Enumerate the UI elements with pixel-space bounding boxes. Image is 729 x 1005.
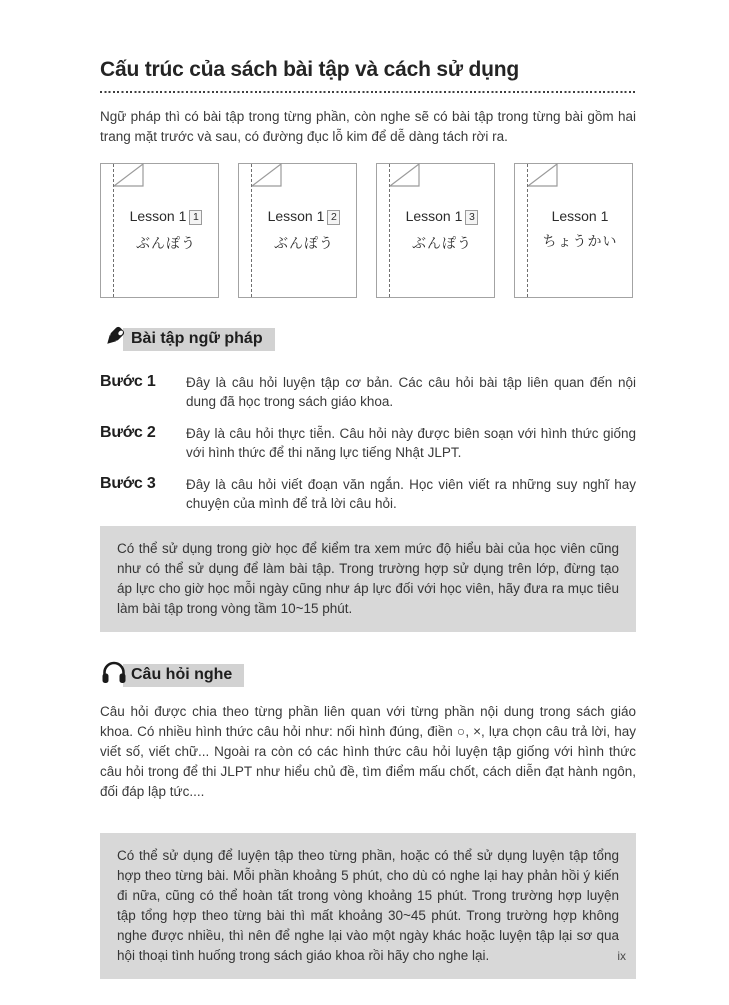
step-row [100,424,636,462]
section-number-badge: 1 [189,210,202,225]
headphones-icon [100,659,128,692]
dotted-divider [100,90,636,93]
lesson-sheet-card [376,163,495,298]
lesson-subject-jp: ぶんぽう [136,235,196,251]
listening-paragraph: Câu hỏi được chia theo từng phần liên quan với từng phần nội dung trong sách giáo khoa. Có nhiều hình thức câu hỏi như: nối hình đúng, điền ○, ×, lựa chọn câu trả lời, hay viết số, viết chữ... Ngoài ra còn có các hình thức câu hỏi luyện tập giống với hình thức câu hỏi trong để thi JLPT như hiểu chủ đề, tìm điểm mấu chốt, cách diễn đạt hành ngôn, đối đáp lập tức.... [100,704,636,799]
lesson-label: Lesson 1 [405,208,463,224]
section-number-badge: 3 [465,210,478,225]
lesson-sheet-card [514,163,633,298]
listening-section-heading [100,659,636,692]
step-row [100,475,636,513]
lesson-label: Lesson 1 [267,208,325,224]
page-fold-icon [527,163,559,188]
page-fold-icon [389,163,421,188]
card-text [390,208,494,253]
grammar-usage-note: Có thể sử dụng trong giờ học để kiểm tra xem mức độ hiểu bài của học viên cũng như có thể sử dụng để làm bài tập. Trong trường hợp sử dụng trên lớp, đừng tạo áp lực cho giờ học mỗi ngày cũng như áp lực đối với học viên, hãy đưa ra mục tiêu làm bài tập trong vòng tầm 10~15 phút. [100,526,636,632]
lesson-sheet-diagram [100,163,636,298]
step-label: Bước 2 [100,424,156,441]
card-text [252,208,356,253]
step-label: Bước 1 [100,373,156,390]
card-text [528,208,632,251]
listening-heading-label: Câu hỏi nghe [123,664,244,687]
lesson-subject-jp: ぶんぽう [274,235,334,251]
intro-paragraph: Ngữ pháp thì có bài tập trong từng phần, còn nghe sẽ có bài tập trong từng bài gồm hai trang mặt trước và sau, có đường đục lỗ kim để dễ dàng tách rời ra. [100,109,636,144]
step-description: Đây là câu hỏi luyện tập cơ bản. Các câu hỏi bài tập liên quan đến nội dung đã học trong sách giáo khoa. [186,375,636,409]
page-content [100,0,636,979]
page-fold-icon [113,163,145,188]
step-description: Đây là câu hỏi thực tiễn. Câu hỏi này được biên soạn với hình thức giống với hình thức để thi năng lực tiếng Nhật JLPT. [186,426,636,460]
card-text [114,208,218,253]
grammar-section-heading [100,323,636,356]
step-description: Đây là câu hỏi viết đoạn văn ngắn. Học viên viết ra những suy nghĩ hay chuyện của mình để trả lời câu hỏi. [186,477,636,511]
lesson-subject-jp: ぶんぽう [412,235,472,251]
page-fold-icon [251,163,283,188]
listening-usage-note: Có thể sử dụng để luyện tập theo từng phần, hoặc có thể sử dụng luyện tập tổng hợp theo từng bài. Mỗi phần khoảng 5 phút, cho dù có nghe lại hay phản hồi ý kiến đi nữa, cũng có thể hoàn tất trong vòng khoảng 15 phút. Trong trường hợp luyện tập tổng hợp theo từng bài thì mất khoảng 30~45 phút. Trong trường hợp không nghe được nhiều, thì nên để nghe lại vào một ngày khác hoặc luyện tập lại sơ qua hội thoại tình huống trong sách giáo khoa rồi hãy cho nghe lại. [100,833,636,979]
page-title: Cấu trúc của sách bài tập và cách sử dụng [100,58,519,81]
lesson-sheet-card [100,163,219,298]
lesson-sheet-card [238,163,357,298]
lesson-label: Lesson 1 [129,208,187,224]
step-row [100,373,636,411]
step-label: Bước 3 [100,475,156,492]
lesson-label: Lesson 1 [551,208,609,224]
grammar-heading-label: Bài tập ngữ pháp [123,328,275,351]
lesson-subject-jp: ちょうかい [542,233,618,249]
section-number-badge: 2 [327,210,340,225]
page-number: ix [617,949,626,963]
grammar-steps [100,373,636,513]
pen-icon [100,323,128,356]
